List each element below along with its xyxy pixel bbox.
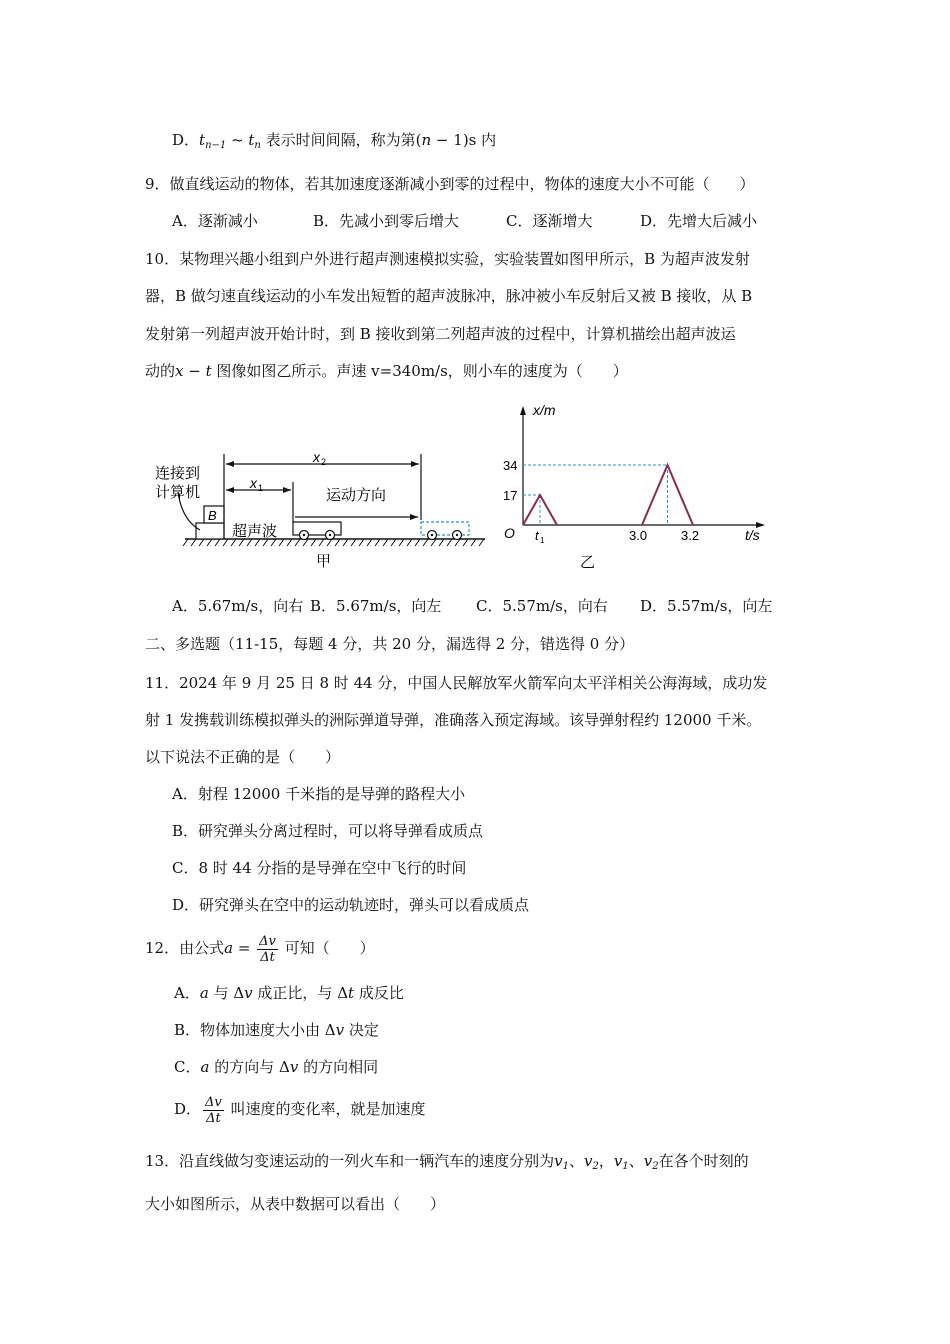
q10-option-a: A．5.67m/s，向右 [172,597,304,615]
label-wave: 超声波 [232,523,278,540]
q12-option-d-fraction: $\frac{\Delta v}{\Delta t}$ [205,1094,222,1126]
x-tick-3-2: 3.2 [681,528,700,543]
figure-jia [150,440,490,575]
label-x1: x [250,475,257,491]
x-tick-t1: t [535,528,539,543]
label-direction: 运动方向 [326,487,387,504]
q12-fraction: $\frac{\Delta v}{\Delta t}$ [259,933,276,965]
q10-line-3: 发射第一列超声波开始计时，到 B 接收到第二列超声波的过程中，计算机描绘出超声波运 [145,325,736,343]
x-axis-label: t/s [745,527,760,543]
label-x2: x [313,449,320,465]
q9-option-a: A．逐渐减小 [172,212,258,230]
q13-line-1: 13．沿直线做匀变速运动的一列火车和一辆汽车的速度分别为$v_1$、$v_2$，$v_1$、$v_2$在各个时刻的 [145,1152,749,1172]
q10-line-2: 器，B 做匀速直线运动的小车发出短暂的超声波脉冲，脉冲被小车反射后又被 B 接收，从 B [145,287,753,305]
y-axis-label: x/m [533,402,556,418]
q9-stem: 9．做直线运动的物体，若其加速度逐渐减小到零的过程中，物体的速度大小不可能（ ） [145,175,755,193]
q10-line-1: 10．某物理兴趣小组到户外进行超声测速模拟实验，实验装置如图甲所示，B 为超声波发射 [145,250,750,268]
q10-option-b: B．5.67m/s，向左 [310,597,442,615]
q10-line-4: 动的x − t 图像如图乙所示。声速 v=340m/s，则小车的速度为（ ） [145,362,628,380]
q11-line-1: 11．2024 年 9 月 25 日 8 时 44 分，中国人民解放军火箭军向太平洋相关公海海域，成功发 [145,674,768,692]
ground-hatch [183,539,484,546]
q12-stem: 12．由公式a = $\frac{\Delta v}{\Delta t}$ 可知（ ） [145,933,375,965]
label-connect-1: 连接到 [155,465,201,482]
q11-line-3: 以下说法不正确的是（ ） [145,748,341,766]
q13-line-2: 大小如图所示，从表中数据可以看出（ ） [145,1195,446,1213]
label-connect-2: 计算机 [155,484,201,501]
y-tick-34: 34 [503,458,518,473]
label-x2-sub: 2 [321,457,327,467]
label-b: B [208,508,217,523]
q11-line-2: 射 1 发携载训练模拟弹头的洲际弹道导弹，准确落入预定海域。该导弹射程约 12000 千米。 [145,711,762,729]
q10-option-d: D．5.57m/s，向左 [640,597,773,615]
platform [196,523,224,539]
figure-yi [495,400,780,575]
q12-option-c: C．a 的方向与 Δv 的方向相同 [174,1058,379,1076]
section-2-title: 二、多选题（11-15，每题 4 分，共 20 分，漏选得 2 分，错选得 0 分） [145,635,635,653]
q11-option-b: B．研究弹头分离过程时，可以将导弹看成质点 [172,822,484,840]
q9-option-c: C．逐渐增大 [506,212,593,230]
caption-jia: 甲 [316,553,332,570]
q9-option-d: D．先增大后减小 [640,212,758,230]
q9-option-b: B．先减小到零后增大 [313,212,460,230]
q11-option-a: A．射程 12000 千米指的是导弹的路程大小 [172,785,466,803]
label-x1-sub: 1 [258,483,264,493]
x-tick-3-0: 3.0 [629,528,648,543]
q10-option-c: C．5.57m/s，向右 [476,597,608,615]
q12-option-b: B．物体加速度大小由 Δv 决定 [174,1021,379,1039]
q12-option-d: D． $\frac{\Delta v}{\Delta t}$ 叫速度的变化率，就是加速度 [174,1094,426,1126]
origin-label: O [504,525,515,541]
q11-option-d: D．研究弹头在空中的运动轨迹时，弹头可以看成质点 [172,896,530,914]
q11-option-c: C．8 时 44 分指的是导弹在空中飞行的时间 [172,859,467,877]
y-tick-17: 17 [503,488,518,503]
x-tick-t1-sub: 1 [540,536,545,545]
y-axis-arrow [520,406,526,415]
q12-option-a: A．a 与 Δv 成正比，与 Δt 成反比 [174,984,404,1002]
q8-option-d: D．$t_{n-1}$ ~ $t_n$ 表示时间间隔，称为第(n − 1)s 内 [172,131,497,151]
caption-yi: 乙 [580,554,596,571]
